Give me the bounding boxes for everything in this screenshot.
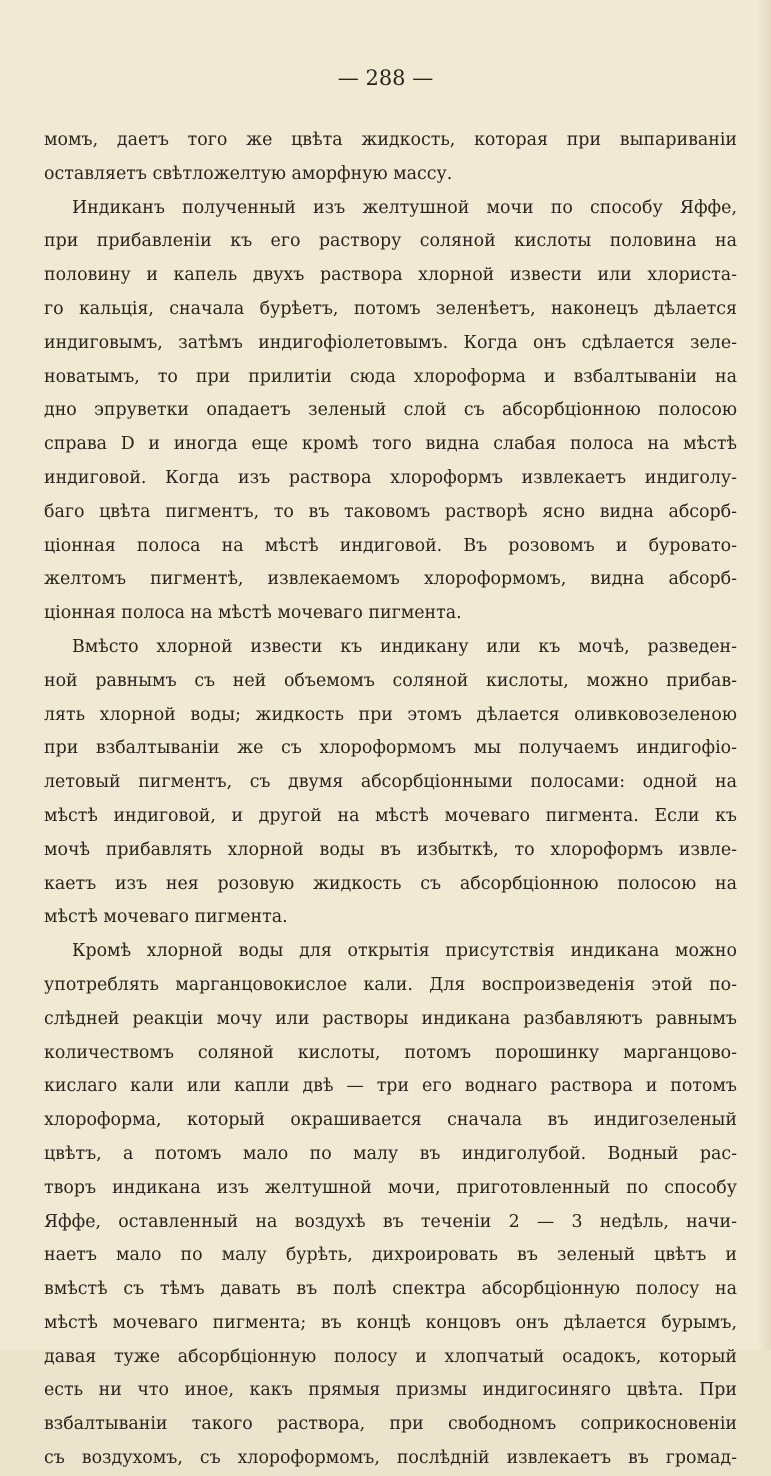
text-line: мѣстѣ мочеваго пигмента; въ концѣ концовъ онъ дѣлается бурымъ, [44, 1312, 737, 1333]
text-line: при прибавленіи къ его раствору соляной кислоты половина на [44, 231, 737, 252]
text-line: го кальція, сначала бурѣетъ, потомъ зеленѣетъ, наконецъ дѣлается [44, 298, 737, 319]
text-line: новатымъ, то при прилитіи сюда хлороформа и взбалтываніи на [44, 366, 737, 387]
text-line: желтомъ пигментѣ, извлекаемомъ хлороформомъ, видна абсорб- [44, 569, 737, 590]
text-line: Яффе, оставленный на воздухѣ въ теченіи 2 — 3 недѣль, начи- [44, 1211, 737, 1232]
text-line: летовый пигментъ, съ двумя абсорбціонными полосами: одной на [44, 772, 737, 793]
text-line: съ воздухомъ, съ хлороформомъ, послѣдній извлекаетъ въ громад- [44, 1448, 737, 1469]
text-line: Кромѣ хлорной воды для открытія присутствія индикана можно [72, 941, 737, 962]
text-line: половину и капель двухъ раствора хлорной извести или хлориста- [44, 265, 737, 286]
text-line: наетъ мало по малу бурѣть, дихроировать въ зеленый цвѣтъ и [44, 1245, 737, 1266]
text-line: давая туже абсорбціонную полосу и хлопчатый осадокъ, который [44, 1346, 737, 1367]
text-line: слѣдней реакціи мочу или растворы индикана разбавляютъ равнымъ [44, 1008, 737, 1029]
text-line: мѣстѣ мочеваго пигмента. [44, 907, 288, 928]
text-line: индиговой. Когда изъ раствора хлороформъ извлекаетъ индиголу- [44, 467, 737, 488]
text-line: количествомъ соляной кислоты, потомъ порошинку марганцово- [44, 1042, 737, 1063]
text-line: мочѣ прибавлять хлорной воды въ избыткѣ, то хлороформъ извле- [44, 839, 737, 860]
text-line: каетъ изъ нея розовую жидкость съ абсорбціонною полосою на [44, 873, 737, 894]
text-line: баго цвѣта пигментъ, то въ таковомъ растворѣ ясно видна абсорб- [44, 501, 737, 522]
text-line: есть ни что иное, какъ прямыя призмы индигосиняго цвѣта. При [44, 1380, 737, 1401]
text-line: индиговымъ, затѣмъ индигофіолетовымъ. Когда онъ сдѣлается зеле- [44, 332, 737, 353]
page-shadow [757, 0, 771, 1350]
text-line: лять хлорной воды; жидкость при этомъ дѣлается оливковозеленою [44, 704, 737, 725]
text-line: Вмѣсто хлорной извести къ индикану или къ мочѣ, разведен- [72, 636, 737, 657]
text-line: Индиканъ полученный изъ желтушной мочи по способу Яффе, [72, 197, 737, 218]
text-line: кислаго кали или капли двѣ — три его воднаго раствора и потомъ [44, 1076, 737, 1097]
text-line: ной равнымъ съ ней объемомъ соляной кислоты, можно прибав- [44, 670, 737, 691]
text-line: употреблять марганцовокислое кали. Для воспроизведенія этой по- [44, 974, 737, 995]
text-line: хлороформа, который окрашивается сначала въ индигозеленый [44, 1110, 737, 1131]
text-line: мѣстѣ индиговой, и другой на мѣстѣ мочеваго пигмента. Если къ [44, 805, 737, 826]
text-line: ціонная полоса на мѣстѣ индиговой. Въ розовомъ и буровато- [44, 535, 737, 556]
body-text [44, 124, 737, 1476]
text-line: творъ индикана изъ желтушной мочи, приготовленный по способу [44, 1177, 737, 1198]
text-line: момъ, даетъ того же цвѣта жидкость, которая при выпариваніи [44, 130, 737, 150]
text-line: при взбалтываніи же съ хлороформомъ мы получаемъ индигофіо- [44, 738, 737, 759]
text-line: взбалтываніи такого раствора, при свободномъ соприкосновеніи [44, 1414, 737, 1435]
text-line: ціонная полоса на мѣстѣ мочеваго пигмента. [44, 603, 462, 624]
text-line: цвѣтъ, а потомъ мало по малу въ индиголубой. Водный рас- [44, 1143, 737, 1164]
text-line: справа D и иногда еще кромѣ того видна слабая полоса на мѣстѣ [44, 434, 737, 455]
text-line: вмѣстѣ съ тѣмъ давать въ полѣ спектра абсорбціонную полосу на [44, 1279, 737, 1300]
text-line: дно эпруветки опадаетъ зеленый слой съ абсорбціонною полосою [44, 400, 737, 421]
page-number: — 288 — [337, 66, 434, 90]
text-line: оставляетъ свѣтложелтую аморфную массу. [44, 163, 453, 184]
